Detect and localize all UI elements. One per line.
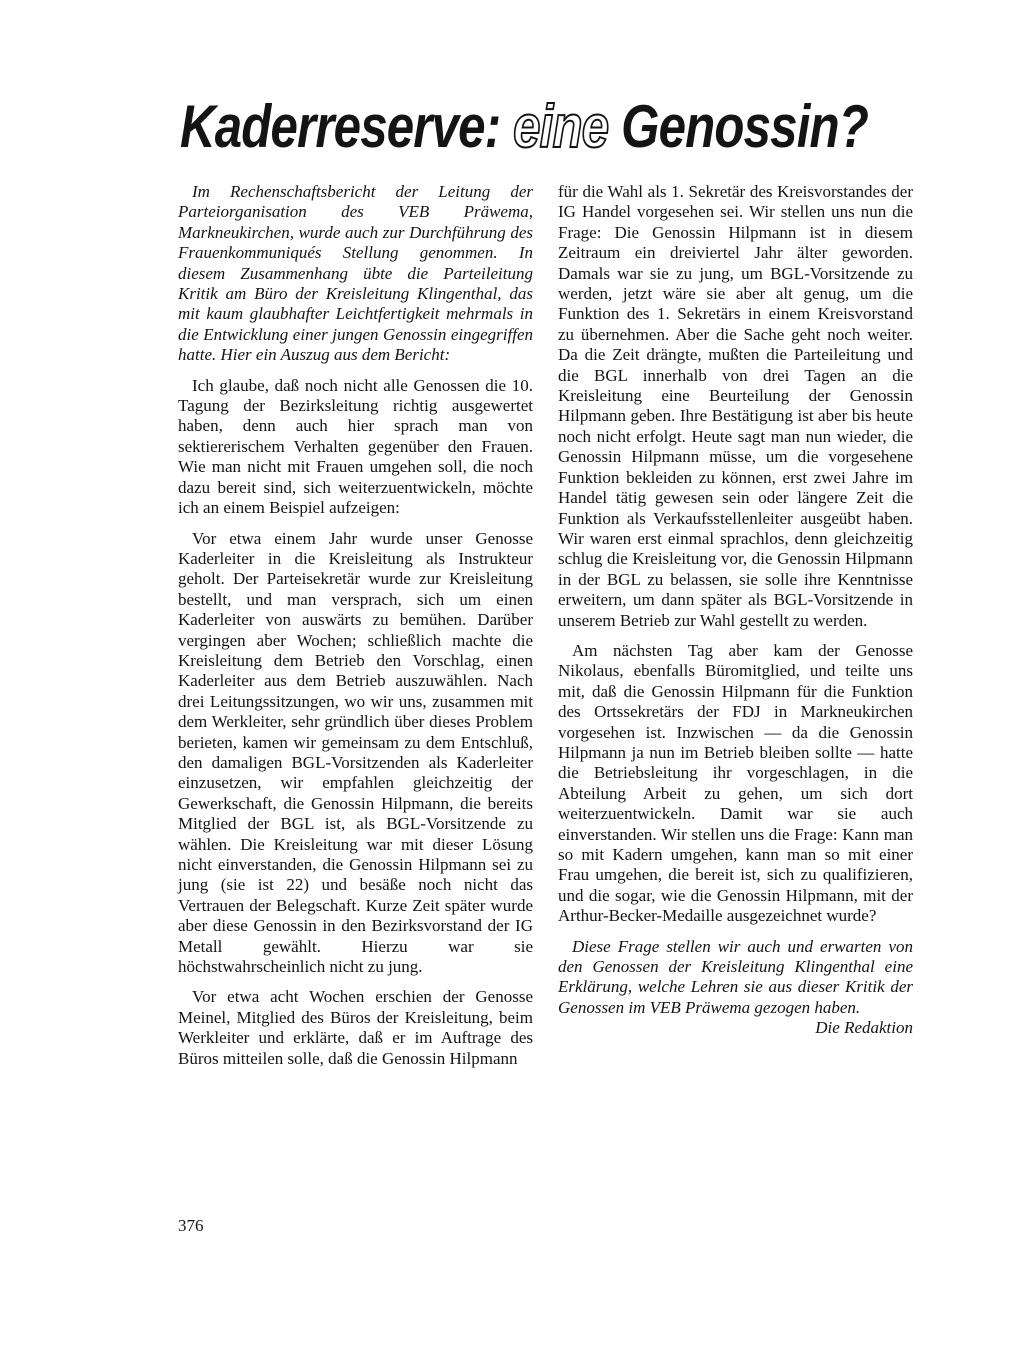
page-number: 376 — [178, 1216, 204, 1235]
article-title — [180, 84, 869, 170]
intro-paragraph: Im Rechenschaftsbericht der Leitung der Parteiorganisation des VEB Präwema, Markneukirchen, wurde auch zur Durchführung des Frauenkommuniqués Stellung genommen. In diesem Zusammenhang übte die Parteileitung Kritik am Büro der Kreisleitung Klingenthal, das mit kaum glaubhafter Leichtfertigkeit mehrmals in die Entwicklung einer jungen Genossin eingegriffen hatte. Hier ein Auszug aus dem Bericht: — [178, 182, 533, 365]
body-paragraph: Ich glaube, daß noch nicht alle Genossen die 10. Tagung der Bezirksleitung richtig ausgewertet haben, denn auch hier sprach man von sektiererischem Verhalten gegenüber den Frauen. Wie man nicht mit Frauen umgehen soll, die noch dazu bereit sind, sich weiterzuentwickeln, möchte ich an einem Beispiel aufzeigen: — [178, 375, 533, 518]
title-part-2: eine — [513, 93, 609, 160]
editorial-note-text: Diese Frage stellen wir auch und erwarten von den Genossen der Kreisleitung Klingenthal eine Erklärung, welche Lehren sie aus dieser Kritik der Genossen im VEB Präwema gezogen haben. — [558, 936, 913, 1017]
body-paragraph: Am nächsten Tag aber kam der Genosse Nikolaus, ebenfalls Büromitglied, und teilte uns mit, daß die Genossin Hilpmann für die Funktion des Ortssekretärs der FDJ in Markneukirchen vorgesehen ist. Inzwischen — da die Genossin Hilpmann ja nun im Betrieb bleiben sollte — hatte die Betriebsleitung ihr vorgeschlagen, in die Abteilung Arbeit zu gehen, um sich dort weiterzuentwickeln. Damit war sie auch einverstanden. Wir stellen uns die Frage: Kann man so mit Kadern umgehen, kann man so mit einer Frau umgehen, die bereit ist, sich zu qualifizieren, und die sogar, wie die Genossin Hilpmann, mit der Arthur-Becker-Medaille ausgezeichnet wurde? — [558, 640, 913, 926]
body-paragraph: Vor etwa einem Jahr wurde unser Genosse Kaderleiter in die Kreisleitung als Instrukteur geholt. Der Parteisekretär wurde zur Kreisleitung bestellt, und man versprach, sich um einen Kaderleiter von auswärts zu bemühen. Darüber vergingen aber Wochen; schließlich machte die Kreisleitung dem Betrieb den Vorschlag, einen Kaderleiter aus dem Betrieb auszuwählen. Nach drei Leitungssitzungen, wo wir uns, zusammen mit dem Werkleiter, sehr gründlich über dieses Problem berieten, kamen wir gemeinsam zu dem Entschluß, den damaligen BGL-Vorsitzenden als Kaderleiter einzusetzen, wir empfahlen gleichzeitig der Gewerkschaft, die Genossin Hilpmann, die bereits Mitglied der BGL ist, als BGL-Vorsitzende zu wählen. Die Kreisleitung war mit dieser Lösung nicht einverstanden, die Genossin Hilpmann sei zu jung (sie ist 22) und besäße noch nicht das Vertrauen der Belegschaft. Kurze Zeit später wurde aber diese Genossin in den Bezirksvorstand der IG Metall gewählt. Hierzu war sie höchstwahrscheinlich nicht zu jung. — [178, 528, 533, 977]
left-column — [178, 182, 533, 1079]
editorial-signature: Die Redaktion — [815, 1018, 913, 1038]
title-part-1: Kaderreserve: — [180, 93, 501, 160]
body-paragraph: Vor etwa acht Wochen erschien der Genosse Meinel, Mitglied des Büros der Kreisleitung, beim Werkleiter und erklärte, daß er im Auftrage des Büros mitteilen solle, daß die Genossin Hilpmann — [178, 987, 533, 1068]
title-part-3: Genossin? — [621, 93, 869, 160]
right-column — [558, 182, 913, 1039]
body-paragraph: für die Wahl als 1. Sekretär des Kreisvorstandes der IG Handel vorgesehen sei. Wir stellen uns nun die Frage: Die Genossin Hilpmann ist in diesem Zeitraum ein dreiviertel Jahr älter geworden. Damals war sie zu jung, um BGL-Vorsitzende zu werden, jetzt wäre sie aber alt genug, um die Funktion des 1. Sekretärs in einem Kreisvorstand zu übernehmen. Aber die Sache geht noch weiter. Da die Zeit drängte, mußten die Parteileitung und die BGL innerhalb von drei Tagen an die Kreisleitung eine Beurteilung der Genossin Hilpmann geben. Ihre Bestätigung ist aber bis heute noch nicht erfolgt. Heute sagt man nun wieder, die Genossin Hilpmann müsse, um die vorgesehene Funktion bekleiden zu können, erst zwei Jahre im Handel tätig gewesen sein oder längere Zeit die Funktion als Verkaufsstellenleiter ausgeübt haben. Wir waren erst einmal sprachlos, denn gleichzeitig schlug die Kreisleitung vor, die Genossin Hilpmann in der BGL zu belassen, sie solle ihre Kenntnisse erweitern, um dann später als BGL-Vorsitzende in unserem Betrieb zur Wahl gestellt zu werden. — [558, 182, 913, 630]
editorial-note — [558, 936, 913, 1038]
